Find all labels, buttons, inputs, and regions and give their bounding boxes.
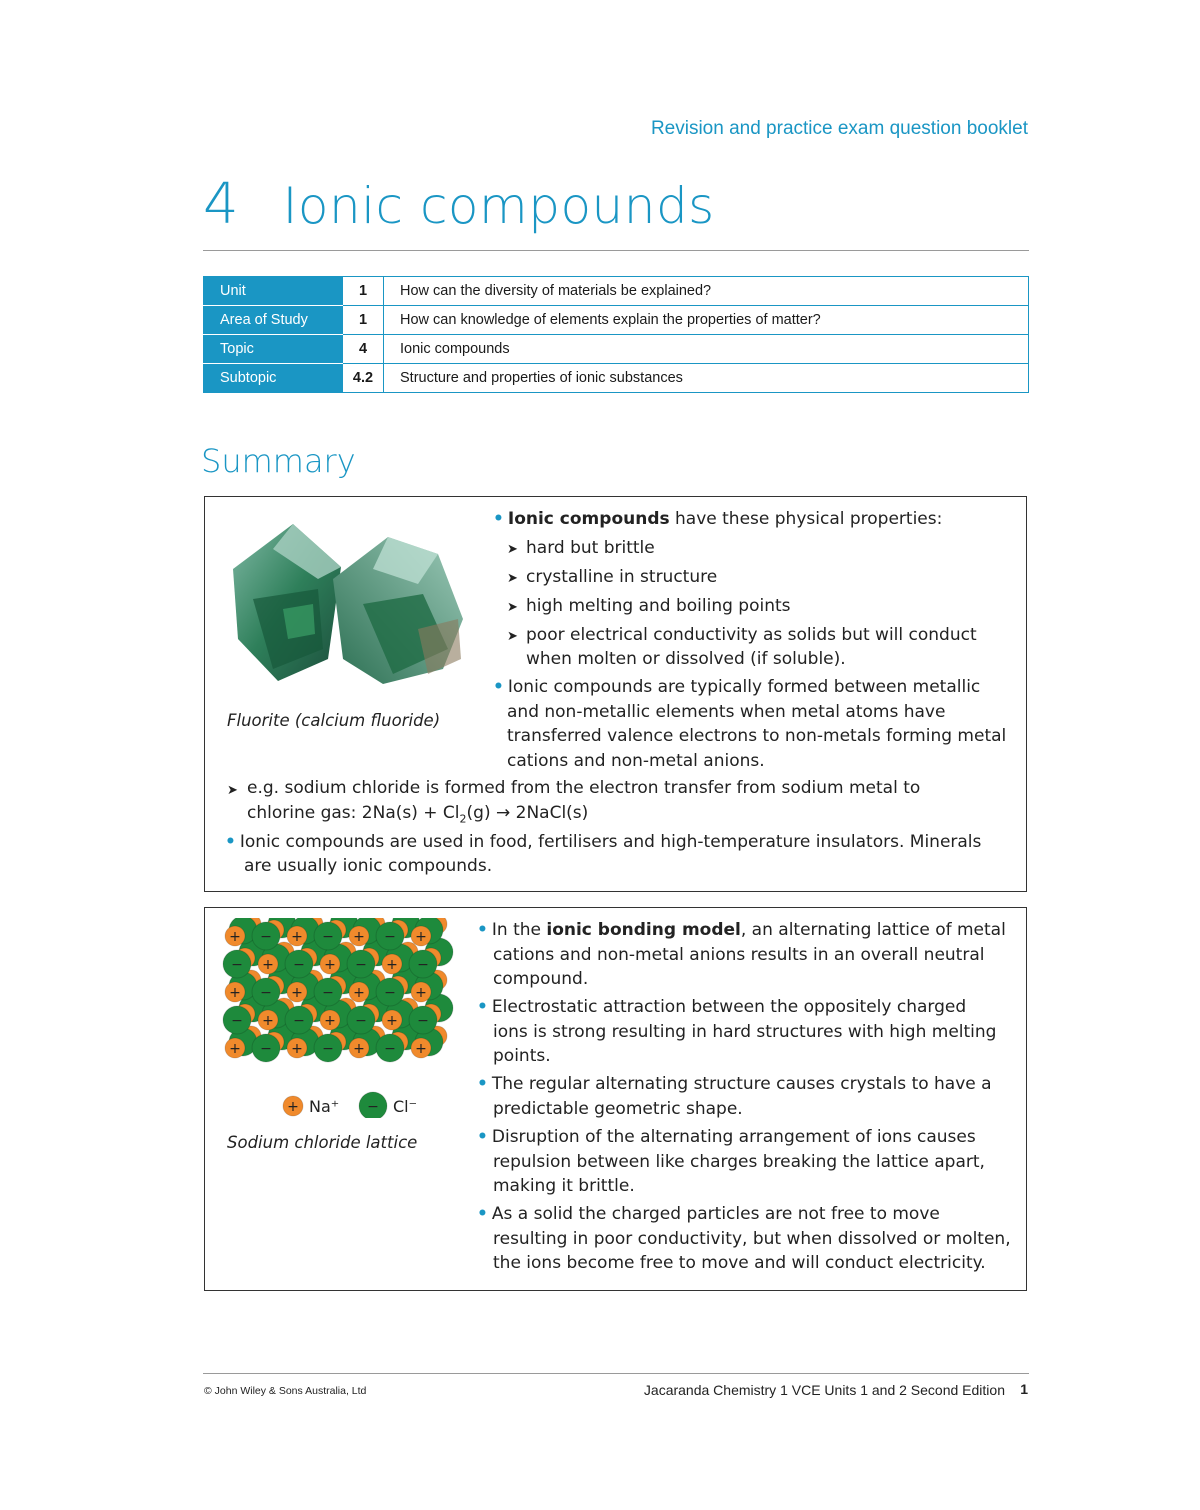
ion-charge-label: + (415, 985, 427, 1001)
bullet-uses-l1: • Ionic compounds are used in food, fertilisers and high-temperature insulators. Minerals (225, 832, 982, 852)
ion-charge-label: + (287, 1099, 299, 1115)
ion-charge-label: + (291, 1041, 303, 1057)
bullet-dot-icon: • (225, 832, 236, 852)
bullet-disruption-l3: making it brittle. (493, 1176, 635, 1196)
summary-box-ionic-bonding (204, 907, 1027, 1291)
bullet-formation-l2: and non-metallic elements when metal atoms have (507, 702, 946, 722)
bullet-conductivity-l1: • As a solid the charged particles are not free to move (477, 1204, 940, 1224)
row-value: Ionic compounds (384, 335, 1029, 364)
chapter-number: 4 (203, 172, 239, 237)
row-number: 1 (343, 306, 384, 335)
header-divider (203, 250, 1029, 251)
booklet-title: Revision and practice exam question booklet (650, 118, 1028, 139)
ion-charge-label: − (355, 957, 367, 973)
arrow-bullet-icon: ➤ (507, 599, 518, 614)
ion-charge-label: − (322, 985, 334, 1001)
bullet-regular-structure-l1: • The regular alternating structure causes crystals to have a (477, 1074, 992, 1094)
fluorite-crystal-image (223, 509, 473, 694)
bullet-bonding-model-l3: compound. (493, 969, 589, 989)
bullet-formation-l4: cations and non-metal anions. (507, 751, 765, 771)
ion-charge-label: + (353, 929, 365, 945)
row-number: 1 (343, 277, 384, 306)
property-conductivity-l2: when molten or dissolved (if soluble). (526, 649, 846, 669)
ion-charge-label: − (384, 1041, 396, 1057)
ion-charge-label: + (415, 929, 427, 945)
example-nacl-l1: e.g. sodium chloride is formed from the electron transfer from sodium metal to (247, 778, 921, 798)
ion-charge-label: − (367, 1099, 379, 1115)
ion-charge-label: − (260, 985, 272, 1001)
row-value: How can the diversity of materials be explained? (384, 277, 1029, 306)
summary-box-ionic-properties (204, 496, 1027, 892)
fluorite-caption: Fluorite (calcium fluoride) (227, 711, 441, 730)
ion-charge-label: + (415, 1041, 427, 1057)
ion-charge-label: − (231, 1013, 243, 1029)
row-key: Subtopic (204, 364, 343, 393)
ion-charge-label: − (322, 929, 334, 945)
arrow-bullet-icon: ➤ (507, 570, 518, 585)
ion-charge-label: + (229, 985, 241, 1001)
ion-charge-label: − (231, 957, 243, 973)
footer-divider (203, 1373, 1029, 1374)
ion-charge-label: − (322, 1041, 334, 1057)
bullet-bonding-model-l1: • In the ionic bonding model, an alternating lattice of metal (477, 920, 1006, 940)
row-value: How can knowledge of elements explain the properties of matter? (384, 306, 1029, 335)
ion-charge-label: + (324, 957, 336, 973)
ion-charge-label: + (386, 957, 398, 973)
ion-charge-label: − (293, 1013, 305, 1029)
bullet-dot-icon: • (477, 997, 488, 1017)
bullet-formation-l1: • Ionic compounds are typically formed between metallic (493, 677, 981, 697)
book-title: Jacaranda Chemistry 1 VCE Units 1 and 2 Second Edition (643, 1382, 1005, 1398)
bullet-dot-icon: • (493, 677, 504, 697)
lattice-caption: Sodium chloride lattice (227, 1133, 418, 1152)
bullet-disruption-l1: • Disruption of the alternating arrangement of ions causes (477, 1127, 976, 1147)
chapter-title: Ionic compounds (282, 177, 715, 235)
bullet-conductivity-l2: resulting in poor conductivity, but when dissolved or molten, (493, 1229, 1011, 1249)
arrow-bullet-icon: ➤ (507, 541, 518, 556)
bullet-bonding-model-l2: cations and non-metal anions results in an overall neutral (493, 945, 985, 965)
bullet-disruption-l2: repulsion between like charges breaking the lattice apart, (493, 1152, 985, 1172)
ion-charge-label: + (229, 1041, 241, 1057)
arrow-bullet-icon: ➤ (507, 628, 518, 643)
sodium-chloride-lattice-image (221, 918, 461, 1118)
summary-heading: Summary (201, 442, 356, 480)
bullet-dot-icon: • (493, 509, 504, 529)
property-hard-brittle: hard but brittle (526, 538, 655, 558)
example-nacl-l2: chlorine gas: $2Na(s) + Cl_2(g)$ → 2NaCl(s) (247, 803, 589, 826)
row-value: Structure and properties of ionic substances (384, 364, 1029, 393)
ion-charge-label: + (353, 1041, 365, 1057)
bullet-dot-icon: • (477, 920, 488, 940)
property-conductivity-l1: poor electrical conductivity as solids but will conduct (526, 625, 977, 645)
legend-chloride-label: Cl⁻ (393, 1097, 418, 1116)
table-row (204, 306, 1029, 335)
ion-charge-label: − (384, 929, 396, 945)
bullet-properties: • Ionic compounds have these physical properties: (493, 509, 943, 529)
row-number: 4.2 (343, 364, 384, 393)
ion-charge-label: − (384, 985, 396, 1001)
table-row (204, 335, 1029, 364)
bullet-uses-l2: are usually ionic compounds. (244, 856, 493, 876)
ion-charge-label: + (262, 1013, 274, 1029)
ion-charge-label: + (262, 957, 274, 973)
arrow-bullet-icon: ➤ (227, 782, 238, 797)
ion-charge-label: + (291, 985, 303, 1001)
copyright-notice: © John Wiley & Sons Australia, Ltd (204, 1385, 367, 1397)
table-row (204, 364, 1029, 393)
bullet-dot-icon: • (477, 1204, 488, 1224)
ion-charge-label: − (260, 929, 272, 945)
bullet-electrostatic-l3: points. (493, 1046, 551, 1066)
page-number: 1 (1020, 1381, 1028, 1397)
curriculum-table (203, 276, 1029, 393)
property-crystalline: crystalline in structure (526, 567, 718, 587)
ion-charge-label: + (229, 929, 241, 945)
ion-charge-label: − (355, 1013, 367, 1029)
legend-sodium-label: Na⁺ (309, 1097, 340, 1116)
row-number: 4 (343, 335, 384, 364)
row-key: Topic (204, 335, 343, 364)
bullet-electrostatic-l2: ions is strong resulting in hard structures with high melting (493, 1022, 997, 1042)
ion-charge-label: − (417, 1013, 429, 1029)
bullet-dot-icon: • (477, 1127, 488, 1147)
bullet-conductivity-l3: the ions become free to move and will conduct electricity. (493, 1253, 986, 1273)
property-melting-points: high melting and boiling points (526, 596, 791, 616)
ion-charge-label: − (260, 1041, 272, 1057)
bullet-electrostatic-l1: • Electrostatic attraction between the oppositely charged (477, 997, 967, 1017)
row-key: Area of Study (204, 306, 343, 335)
ion-charge-label: + (324, 1013, 336, 1029)
row-key: Unit (204, 277, 343, 306)
bullet-regular-structure-l2: predictable geometric shape. (493, 1099, 743, 1119)
ion-charge-label: − (417, 957, 429, 973)
ion-charge-label: − (293, 957, 305, 973)
ion-charge-label: + (353, 985, 365, 1001)
table-row (204, 277, 1029, 306)
bullet-formation-l3: transferred valence electrons to non-metals forming metal (507, 726, 1007, 746)
chapter-heading (203, 172, 715, 237)
bullet-dot-icon: • (477, 1074, 488, 1094)
ion-charge-label: + (386, 1013, 398, 1029)
ion-charge-label: + (291, 929, 303, 945)
